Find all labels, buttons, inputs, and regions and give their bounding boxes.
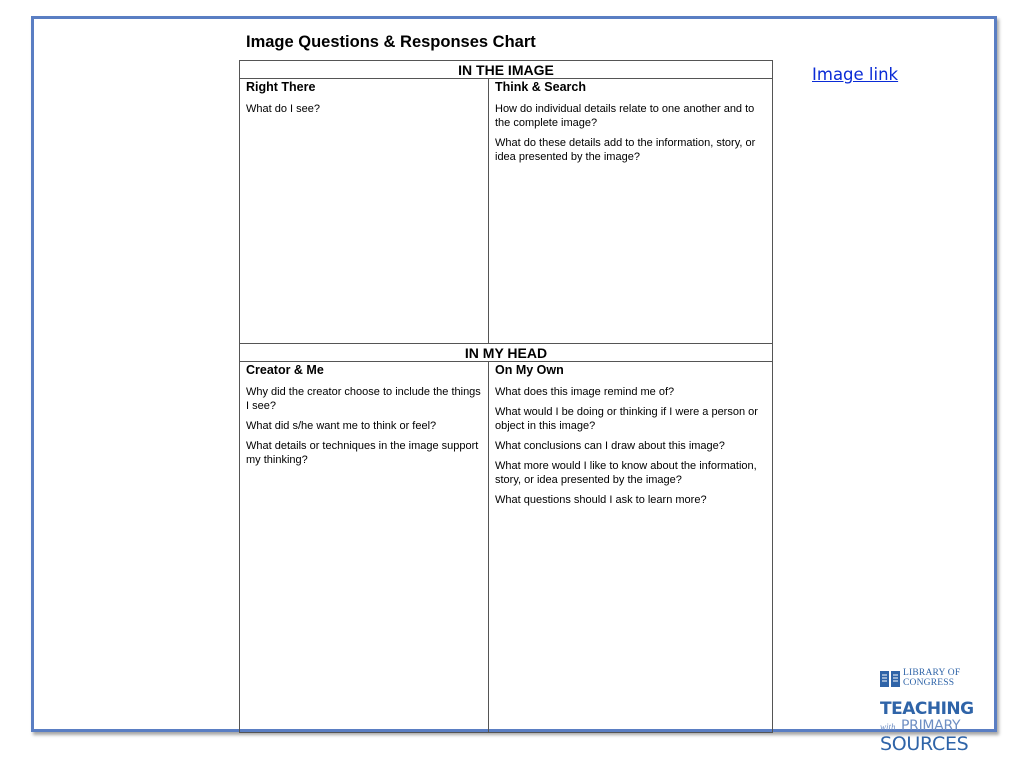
question-think-search-2: What do these details add to the information, story, or idea presented by the image? (495, 137, 756, 163)
loc-line-1: LIBRARY OF (903, 668, 961, 678)
table-border-top (239, 60, 773, 61)
document-title: Image Questions & Responses Chart (246, 33, 536, 51)
image-link[interactable]: Image link (812, 65, 899, 84)
cell-title-creator-me: Creator & Me (246, 363, 324, 377)
tps-with-text: with (880, 722, 896, 732)
library-of-congress-wordmark (903, 668, 960, 688)
table-divider-section (239, 343, 773, 344)
open-book-icon (880, 669, 900, 689)
cell-on-my-own (489, 363, 772, 513)
section-header-in-the-image: IN THE IMAGE (458, 62, 554, 78)
cell-title-right-there: Right There (246, 80, 316, 94)
question-creator-me-2: What did s/he want me to think or feel? (246, 420, 437, 432)
question-on-my-own-5: What questions should I ask to learn more? (495, 494, 707, 506)
question-on-my-own-3: What conclusions can I draw about this image? (495, 440, 725, 452)
question-creator-me-3: What details or techniques in the image support my thinking? (246, 440, 479, 466)
cell-title-on-my-own: On My Own (495, 363, 564, 377)
cell-right-there (240, 80, 488, 122)
tps-primary-text: PRIMARY (901, 718, 961, 734)
cell-think-search (489, 80, 772, 170)
cell-title-think-search: Think & Search (495, 80, 586, 94)
table-border-bottom (239, 732, 773, 733)
section-header-in-my-head: IN MY HEAD (464, 345, 548, 361)
tps-teaching-text: TEACHING (880, 699, 974, 719)
table-divider-header-2 (239, 361, 773, 362)
library-of-congress-logo (880, 668, 960, 689)
tps-sources-text: SOURCES (880, 733, 969, 755)
question-creator-me-1: Why did the creator choose to include the things I see? (246, 386, 481, 412)
table-border-right (772, 60, 773, 733)
question-on-my-own-1: What does this image remind me of? (495, 386, 675, 398)
cell-creator-me (240, 363, 488, 473)
table-divider-header-1 (239, 78, 773, 79)
question-right-there-1: What do I see? (246, 103, 320, 115)
teaching-with-primary-sources-logo (880, 668, 976, 756)
question-think-search-1: How do individual details relate to one another and to the complete image? (495, 103, 755, 129)
loc-line-2: CONGRESS (903, 678, 955, 688)
question-on-my-own-4: What more would I like to know about the information, story, or idea presented by the image? (495, 460, 757, 486)
question-on-my-own-2: What would I be doing or thinking if I were a person or object in this image? (495, 406, 758, 432)
